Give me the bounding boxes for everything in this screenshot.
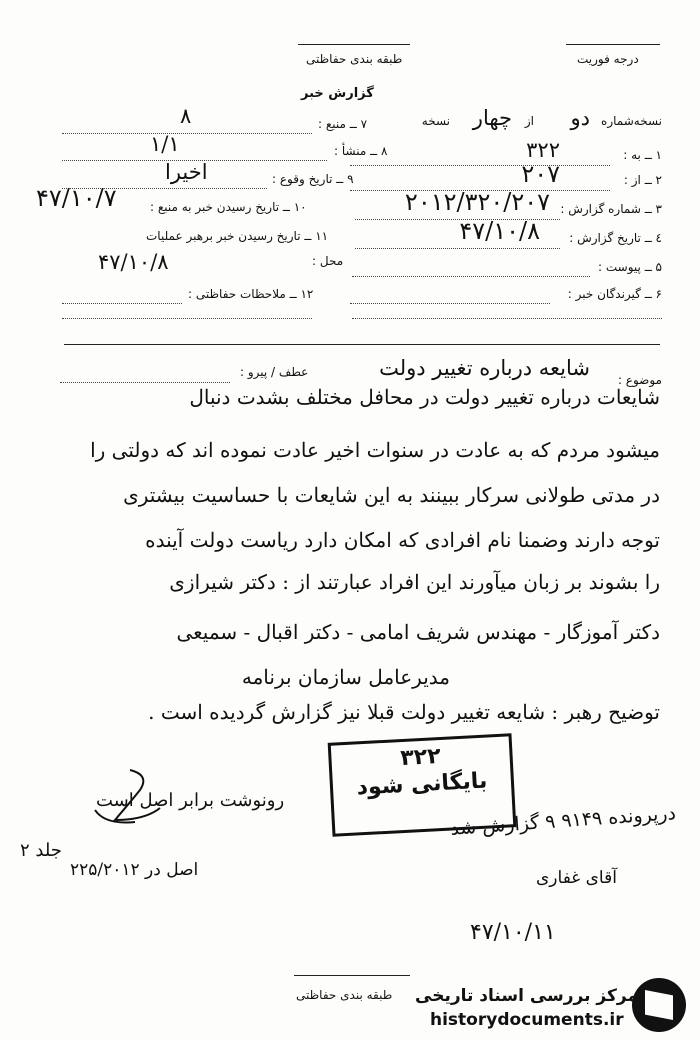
body-line: در مدتی طولانی سرکار ببینند به این شایعات با حساسیت بیشتری bbox=[123, 483, 660, 507]
stamp-number: ۳۲۲ bbox=[399, 744, 442, 772]
field-attachment-label: ۵ ــ پیوست : bbox=[598, 260, 662, 274]
field-source-label: ۷ ــ منبع : bbox=[318, 117, 368, 131]
body-line: را بشوند بر زبان میآورند این افراد عبارتند از : دکتر شیرازی bbox=[169, 570, 660, 594]
field-place-label: محل : bbox=[312, 254, 344, 268]
field-origin-value: ۱/۱ bbox=[150, 132, 180, 156]
classification-label: طبقه بندی حفاظتی bbox=[306, 52, 403, 66]
bottom-rule bbox=[294, 975, 410, 976]
field-occurrence-date-value: اخیرا bbox=[165, 160, 208, 184]
signature-note: رونوشت برابر اصل است bbox=[96, 790, 285, 811]
dots bbox=[62, 318, 312, 319]
field-source-receipt-value: ۴۷/۱۰/۷ bbox=[36, 184, 117, 212]
urgency-label: درجه فوریت bbox=[577, 52, 639, 66]
separator-rule bbox=[64, 344, 660, 345]
right-margin-note: درپرونده ۹۱۴۹ ۹ گزارش شد bbox=[449, 802, 677, 840]
top-rule-right bbox=[566, 44, 660, 45]
field-report-date-label: ٤ ــ تاریخ گزارش : bbox=[569, 231, 662, 245]
dots bbox=[62, 303, 182, 304]
copy-no-value: دو bbox=[570, 106, 590, 130]
subject-value: شایعه درباره تغییر دولت bbox=[379, 356, 590, 380]
watermark-url: historydocuments.ir bbox=[430, 1010, 624, 1030]
field-occurrence-date-label: ۹ ــ تاریخ وقوع : bbox=[272, 172, 354, 186]
copy-line bbox=[362, 106, 662, 136]
dots bbox=[350, 165, 610, 166]
field-place-value: ۴۷/۱۰/۸ bbox=[98, 250, 169, 274]
stamp-text: بایگانی شود bbox=[356, 768, 488, 801]
field-security-notes-label: ۱۲ ــ ملاحظات حفاظتی : bbox=[188, 287, 314, 301]
copy-no-label: نسخه‌شماره bbox=[601, 114, 662, 128]
body-line: میشود مردم که به عادت در سنوات اخیر عادت نموده اند که دولتی را bbox=[90, 438, 660, 462]
field-to-value: ۳۲۲ bbox=[526, 138, 560, 162]
bottom-left-volume: جلد ۲ bbox=[20, 840, 62, 861]
dots bbox=[350, 303, 550, 304]
of-value: چهار bbox=[472, 106, 512, 130]
copy-label: نسخه bbox=[421, 114, 450, 128]
bottom-left-note: اصل در ۲۲۵/۲۰۱۲ bbox=[70, 860, 199, 880]
field-origin-label: ۸ ــ منشأ : bbox=[334, 144, 388, 158]
dots bbox=[62, 133, 312, 134]
subject-label: موضوع : bbox=[617, 373, 662, 387]
top-rule-left bbox=[298, 44, 410, 45]
field-from-label: ۲ ــ از : bbox=[623, 173, 662, 187]
ref-label: عطف / پیرو : bbox=[240, 365, 309, 379]
field-recipients-label: ۶ ــ گیرندگان خبر : bbox=[567, 287, 662, 301]
form-title: گزارش خبر bbox=[301, 86, 374, 101]
right-date: ۴۷/۱۰/۱۱ bbox=[470, 920, 556, 945]
body-line: شایعات درباره تغییر دولت در محافل مختلف بشدت دنبال bbox=[189, 385, 660, 409]
field-leader-receipt-label: ۱۱ ــ تاریخ رسیدن خبر برهبر عملیات bbox=[146, 229, 329, 243]
of-label: از bbox=[524, 114, 534, 128]
field-source-receipt-label: ۱۰ ــ تاریخ رسیدن خبر به منبع : bbox=[150, 200, 307, 214]
footer-classification-label: طبقه بندی حفاظتی bbox=[296, 988, 393, 1002]
dots bbox=[352, 276, 590, 277]
field-report-no-value: ۲۰۱۲/۳۲۰/۲۰۷ bbox=[404, 188, 550, 216]
watermark-org-name: مرکز بررسی اسناد تاریخی bbox=[415, 986, 638, 1006]
body-line: دکتر آموزگار - مهندس شریف امامی - دکتر اقبال - سمیعی bbox=[176, 620, 660, 644]
body-line: توجه دارند وضمنا نام افرادی که امکان دارد ریاست دولت آینده bbox=[145, 528, 660, 552]
dots bbox=[60, 382, 230, 383]
field-from-value: ۲۰۷ bbox=[521, 160, 560, 188]
dots bbox=[355, 248, 560, 249]
body-line: توضیح رهبر : شایعه تغییر دولت قبلا نیز گزارش گردیده است . bbox=[148, 700, 660, 724]
right-name: آقای غفاری bbox=[536, 868, 617, 888]
field-source-value: ۸ bbox=[180, 104, 192, 128]
field-to-label: ۱ ــ به : bbox=[623, 148, 662, 162]
signature-mark bbox=[90, 760, 170, 830]
archive-logo-icon bbox=[632, 978, 686, 1032]
body-line: مدیرعامل سازمان برنامه bbox=[241, 665, 450, 689]
dots bbox=[352, 318, 662, 319]
field-report-date-value: ۴۷/۱۰/۸ bbox=[459, 217, 540, 245]
field-report-no-label: ۳ ــ شماره گزارش : bbox=[560, 202, 662, 216]
